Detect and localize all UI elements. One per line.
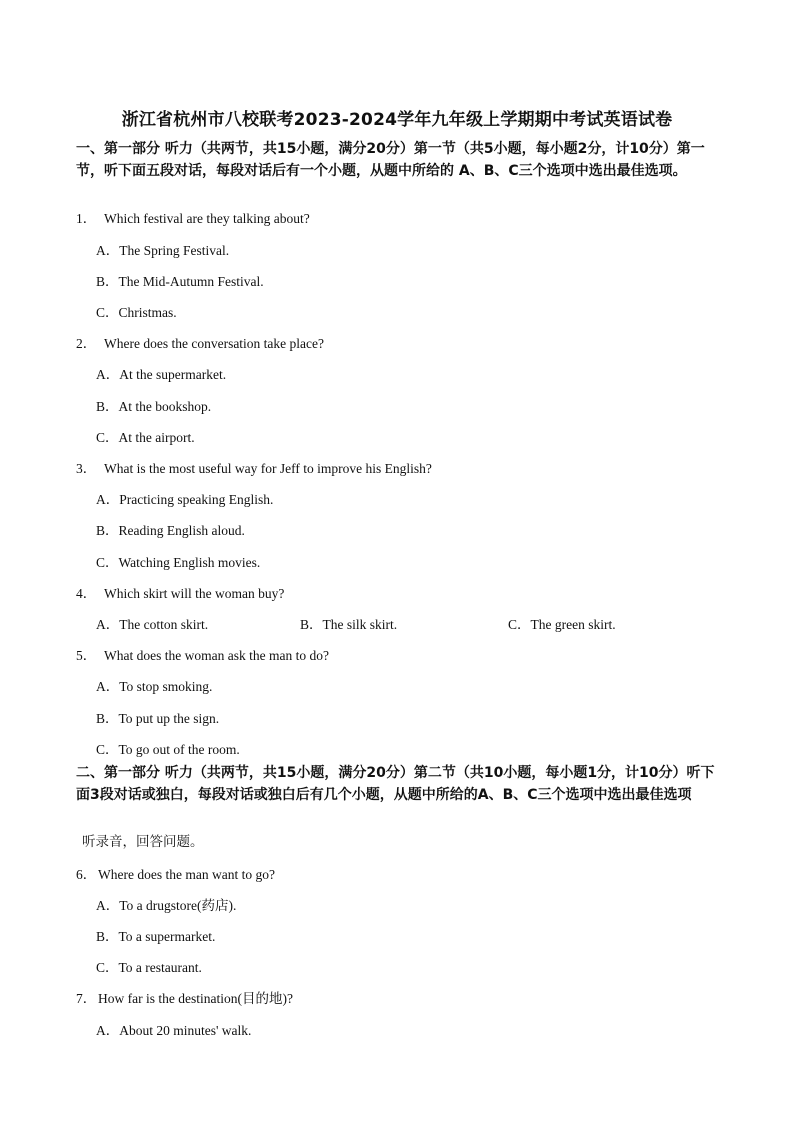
question-text: Where does the conversation take place? bbox=[104, 336, 325, 351]
option-6b: B．To a supermarket. bbox=[96, 929, 216, 944]
question-5 bbox=[76, 644, 329, 664]
option-5a: A．To stop smoking. bbox=[96, 679, 213, 694]
option-3a: A．Practicing speaking English. bbox=[96, 492, 274, 507]
option-5b: B．To put up the sign. bbox=[96, 711, 220, 726]
question-3 bbox=[76, 457, 432, 477]
question-4 bbox=[76, 582, 284, 602]
question-text: Where does the man want to go? bbox=[98, 867, 275, 882]
listening-note: 听录音，回答问题。 bbox=[82, 834, 204, 850]
option-2c: C．At the airport. bbox=[96, 430, 195, 445]
question-number: 4． bbox=[76, 586, 97, 601]
question-text: How far is the destination(目的地)? bbox=[98, 991, 293, 1006]
question-number: 7． bbox=[76, 991, 97, 1006]
question-2 bbox=[76, 332, 324, 352]
question-text: What is the most useful way for Jeff to improve his English? bbox=[104, 461, 432, 476]
section-1-heading: 一、第一部分 听力（共两节，共15小题，满分20分）第一节（共5小题，每小题2分，计10分）第一节，听下面五段对话，每段对话后有一个小题，从题中所给的 A、B、C三个选项中选出最佳选项。 bbox=[76, 141, 705, 179]
option-6a: A．To a drugstore(药店). bbox=[96, 898, 237, 913]
option-7a: A．About 20 minutes' walk. bbox=[96, 1023, 252, 1038]
question-7 bbox=[76, 987, 293, 1007]
question-text: Which skirt will the woman buy? bbox=[104, 586, 285, 601]
question-number: 5． bbox=[76, 648, 97, 663]
section-2-heading: 二、第一部分 听力（共两节，共15小题，满分20分）第二节（共10小题，每小题1分，计10分）听下面3段对话或独白，每段对话或独白后有几个小题，从题中所给的A、B、C三个选项中选出最佳选项 bbox=[76, 765, 715, 803]
option-5c: C．To go out of the room. bbox=[96, 742, 240, 757]
question-1 bbox=[76, 207, 310, 227]
option-1c: C．Christmas. bbox=[96, 305, 177, 320]
option-3c: C．Watching English movies. bbox=[96, 555, 261, 570]
option-1a: A．The Spring Festival. bbox=[96, 243, 230, 258]
option-1b: B．The Mid-Autumn Festival. bbox=[96, 274, 264, 289]
question-number: 1． bbox=[76, 211, 97, 226]
option-4c: C．The green skirt. bbox=[508, 617, 616, 632]
question-number: 2． bbox=[76, 336, 97, 351]
option-4a: A．The cotton skirt. bbox=[96, 617, 209, 632]
exam-title: 浙江省杭州市八校联考2023-2024学年九年级上学期期中考试英语试卷 bbox=[121, 110, 673, 130]
option-6c: C．To a restaurant. bbox=[96, 960, 202, 975]
question-text: Which festival are they talking about? bbox=[104, 211, 310, 226]
question-text: What does the woman ask the man to do? bbox=[104, 648, 329, 663]
option-2a: A．At the supermarket. bbox=[96, 367, 227, 382]
option-3b: B．Reading English aloud. bbox=[96, 523, 245, 538]
question-6 bbox=[76, 863, 275, 883]
question-number: 3． bbox=[76, 461, 97, 476]
question-number: 6． bbox=[76, 867, 97, 882]
option-4b: B．The silk skirt. bbox=[300, 617, 398, 632]
option-2b: B．At the bookshop. bbox=[96, 399, 212, 414]
